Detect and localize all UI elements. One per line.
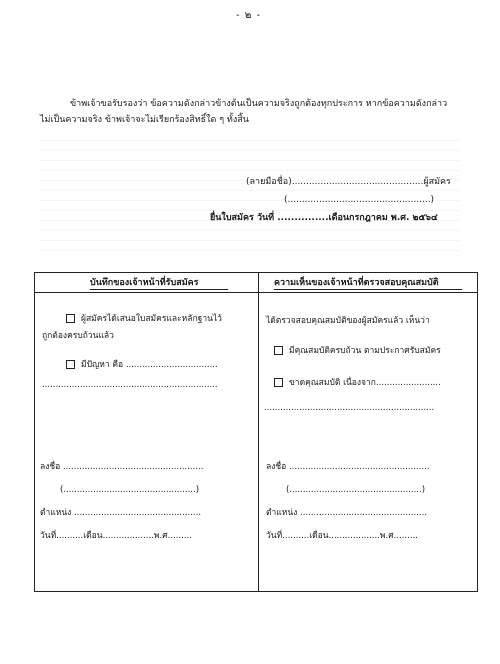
left-item-complete-line2: ถูกต้องครบถ้วนแล้ว <box>42 331 114 341</box>
checkbox-problem[interactable] <box>66 360 75 369</box>
left-item-problem-dots: .................................. <box>125 360 218 370</box>
left-item-problem-label: มีปัญหา คือ <box>81 360 124 370</box>
right-date-label: วันที่ <box>266 531 283 541</box>
right-year-label: พ.ศ. <box>379 531 397 541</box>
applicant-signature-prefix: (ลายมือชื่อ) <box>246 177 292 187</box>
declaration-line-1: ข้าพเจ้าขอรับรองว่า ข้อความดังกล่าวข้างต้นเป็นความจริงถูกต้องทุกประการ หากข้อความดังกล่าว <box>70 99 448 109</box>
right-header-underline <box>274 289 462 290</box>
checkbox-qualified[interactable] <box>274 346 283 355</box>
right-month-dots: ................... <box>328 531 380 541</box>
left-date-dots: .......... <box>56 531 84 541</box>
right-year-dots: ........ <box>396 531 418 541</box>
right-option-unqualified-label: ขาดคุณสมบัติ เนื่องจาก <box>289 378 376 388</box>
right-date-line[interactable] <box>266 531 418 542</box>
applicant-signature-dots: .............................................. <box>291 177 424 187</box>
right-position-dots: ............................................... <box>300 508 428 518</box>
right-option-unqualified-dots: ........................ <box>375 378 441 388</box>
declaration-line-2: ไม่เป็นความจริง ข้าพเจ้าจะไม่เรียกร้องสิทธิ์ใด ๆ ทั้งสิ้น <box>40 115 249 125</box>
checkbox-complete[interactable] <box>66 314 75 323</box>
right-month-label: เดือน <box>309 531 329 541</box>
left-extra-dots[interactable]: ................................................................. <box>42 380 218 390</box>
left-position-line[interactable] <box>40 508 201 519</box>
right-position-line[interactable] <box>266 508 427 519</box>
submission-date-dots: ............... <box>277 213 329 223</box>
left-year-label: พ.ศ. <box>153 531 171 541</box>
table-divider-header <box>34 292 478 293</box>
left-date-label: วันที่ <box>40 531 57 541</box>
left-position-dots: ............................................... <box>74 508 202 518</box>
right-extra-dots[interactable]: ............................................................... <box>264 403 435 413</box>
left-item-complete[interactable] <box>66 314 222 325</box>
right-date-dots: .......... <box>282 531 310 541</box>
right-signature-line[interactable] <box>266 462 429 473</box>
right-intro: ได้ตรวจสอบคุณสมบัติของผู้สมัครแล้ว เห็นว่า <box>266 316 430 326</box>
page-number: - ๒ - <box>236 10 262 21</box>
left-item-complete-line1: ผู้สมัครได้เสนอใบสมัครและหลักฐานไว้ <box>81 314 222 324</box>
applicant-signature-line[interactable] <box>246 176 451 188</box>
left-year-dots: ........ <box>170 531 192 541</box>
applicant-signature-suffix: ผู้สมัคร <box>423 177 451 187</box>
left-item-problem[interactable] <box>66 360 218 371</box>
left-signature-dots: .................................................... <box>62 462 204 472</box>
submission-date-line[interactable] <box>210 212 438 224</box>
right-option-unqualified[interactable] <box>274 378 441 389</box>
right-position-label: ตำแหน่ง <box>266 508 298 518</box>
right-option-qualified-label: มีคุณสมบัติครบถ้วน ตามประกาศรับสมัคร <box>289 346 441 356</box>
right-option-qualified[interactable] <box>274 346 441 357</box>
right-signature-label: ลงชื่อ <box>266 462 287 472</box>
submission-month: เดือนกรกฎาคม พ.ศ. ๒๕๖๔ <box>328 213 438 223</box>
left-signature-line[interactable] <box>40 462 203 473</box>
left-position-label: ตำแหน่ง <box>40 508 72 518</box>
left-month-dots: ................... <box>102 531 154 541</box>
left-month-label: เดือน <box>83 531 103 541</box>
submission-date-prefix: ยื่นใบสมัคร วันที่ <box>210 213 275 223</box>
left-header-underline <box>90 289 228 290</box>
left-name-line[interactable]: (.................................................) <box>60 485 200 495</box>
table-divider-vertical <box>258 272 259 592</box>
left-date-line[interactable] <box>40 531 192 542</box>
right-signature-dots: .................................................... <box>288 462 430 472</box>
right-panel-header: ความเห็นของเจ้าหน้าที่ตรวจสอบคุณสมบัติ <box>274 278 439 288</box>
left-panel-header: บันทึกของเจ้าหน้าที่รับสมัคร <box>90 278 199 288</box>
left-signature-label: ลงชื่อ <box>40 462 61 472</box>
applicant-name-line[interactable]: (..................................................) <box>284 195 435 205</box>
checkbox-unqualified[interactable] <box>274 378 283 387</box>
right-name-line[interactable]: (.................................................) <box>286 485 426 495</box>
